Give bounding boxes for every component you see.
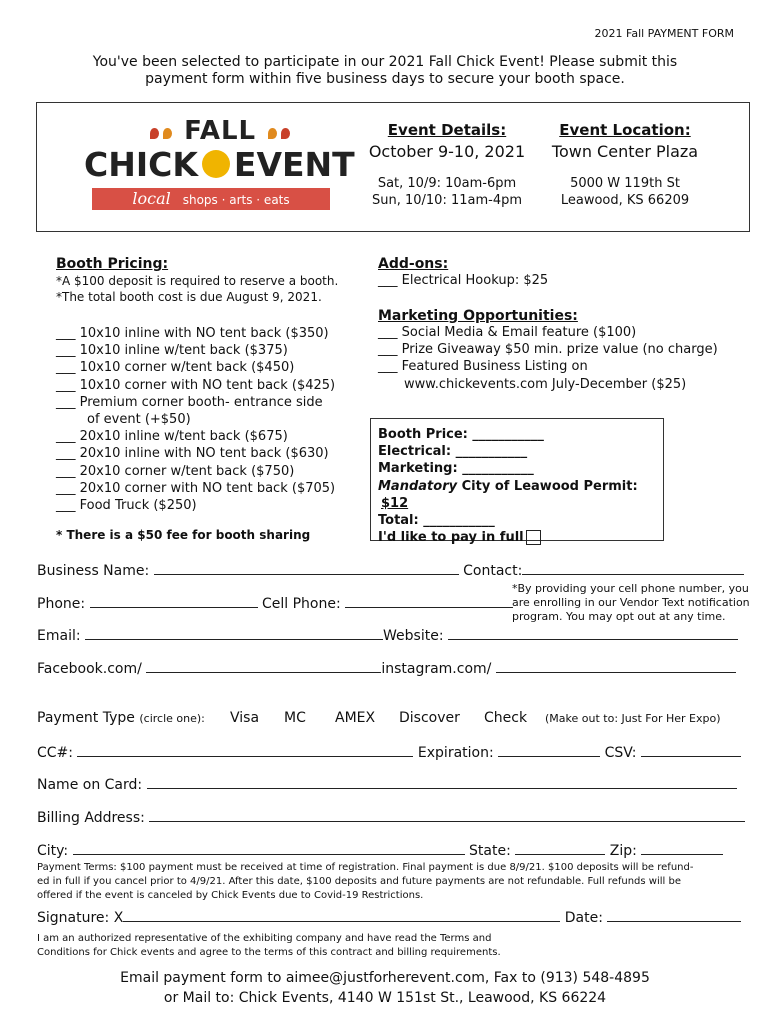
event-address-line: 5000 W 119th St	[570, 176, 680, 191]
business-name-row	[37, 561, 744, 579]
total-field[interactable]: Total: ___________	[378, 513, 495, 529]
event-sun-hours: Sun, 10/10: 11am-4pm	[371, 193, 523, 208]
phone-input[interactable]	[90, 594, 258, 608]
event-dates: October 9-10, 2021	[368, 142, 526, 161]
booth-option[interactable]: ___ Premium corner booth- entrance side	[56, 394, 323, 410]
booth-sharing-note: * There is a $50 fee for booth sharing	[56, 528, 311, 543]
date-label: Date:	[564, 910, 603, 926]
leaf-icon	[150, 128, 159, 139]
banner-local: local	[132, 189, 171, 208]
instagram-input[interactable]	[496, 659, 736, 673]
event-details	[362, 121, 532, 209]
pay-in-full-label: I'd like to pay in full	[378, 530, 524, 546]
billing-address-label: Billing Address:	[37, 810, 145, 826]
booth-option[interactable]: ___ 10x10 corner with NO tent back ($425)	[56, 377, 336, 393]
pricing-note: *The total booth cost is due August 9, 2021.	[56, 290, 322, 304]
authorization	[37, 932, 752, 960]
logo-event-text: EVENT	[233, 145, 355, 184]
zip-label: Zip:	[609, 843, 637, 859]
footer	[0, 968, 770, 1008]
authorization-line: I am an authorized representative of the exhibiting company and have read the Terms and	[37, 933, 492, 944]
banner-tagline: shops · arts · eats	[182, 193, 290, 207]
payment-type-row	[37, 710, 757, 726]
booth-option[interactable]: ___ 10x10 corner w/tent back ($450)	[56, 360, 295, 376]
booth-pricing-heading: Booth Pricing:	[56, 256, 169, 272]
facebook-input[interactable]	[146, 659, 381, 673]
marketing	[378, 308, 748, 393]
instagram-label: instagram.com/	[381, 661, 492, 677]
logo-fall-text: FALL	[184, 116, 257, 146]
booth-option[interactable]: ___ 10x10 inline with NO tent back ($350)	[56, 326, 329, 341]
expiration-input[interactable]	[498, 743, 600, 757]
name-on-card-input[interactable]	[147, 775, 737, 789]
pay-in-full-checkbox[interactable]	[526, 530, 541, 545]
marketing-option[interactable]: ___ Featured Business Listing on	[378, 359, 588, 375]
event-details-heading: Event Details:	[387, 121, 507, 139]
card-visa[interactable]: Visa	[230, 710, 260, 726]
signature-input[interactable]	[123, 908, 560, 922]
payment-type-label: Payment Type	[37, 710, 135, 726]
addon-electrical[interactable]: ___ Electrical Hookup: $25	[378, 273, 549, 288]
intro-text	[0, 54, 770, 88]
billing-address-input[interactable]	[149, 808, 745, 822]
card-discover[interactable]: Discover	[399, 710, 460, 726]
event-location-heading: Event Location:	[559, 121, 691, 139]
signature-row	[37, 908, 741, 926]
cell-note-line: program. You may opt out at any time.	[512, 610, 726, 623]
city-label: City:	[37, 843, 69, 859]
leaf-icon	[281, 128, 290, 139]
booth-option[interactable]: ___ 20x10 corner w/tent back ($750)	[56, 463, 295, 479]
logo-chick-text: CHICK	[84, 145, 198, 184]
event-venue: Town Center Plaza	[551, 142, 699, 161]
booth-option-continued: of event (+$50)	[87, 412, 191, 428]
booth-price-field[interactable]: Booth Price: ___________	[378, 427, 544, 442]
footer-line: Email payment form to aimee@justforherevent.com, Fax to (913) 548-4895	[120, 970, 650, 986]
marketing-option[interactable]: ___ Social Media & Email feature ($100)	[378, 325, 637, 340]
date-input[interactable]	[607, 908, 741, 922]
city-input[interactable]	[73, 841, 465, 855]
totals-box	[370, 418, 664, 546]
marketing-option-continued: www.chickevents.com July-December ($25)	[404, 376, 687, 392]
email-row	[37, 626, 738, 644]
contact-label: Contact:	[463, 563, 523, 579]
leaf-icon	[268, 128, 277, 139]
card-amex[interactable]: AMEX	[335, 710, 376, 726]
permit-field	[378, 478, 663, 512]
contact-input[interactable]	[522, 561, 744, 575]
website-input[interactable]	[448, 626, 738, 640]
email-label: Email:	[37, 628, 81, 644]
payment-terms	[37, 861, 752, 903]
cc-label: CC#:	[37, 745, 73, 761]
circle-one-note: (circle one):	[139, 712, 205, 725]
expiration-label: Expiration:	[417, 745, 494, 761]
event-sat-hours: Sat, 10/9: 10am-6pm	[377, 176, 517, 191]
cell-phone-label: Cell Phone:	[262, 596, 341, 612]
chick-icon	[202, 150, 230, 178]
intro-line: You've been selected to participate in our 2021 Fall Chick Event! Please submit this	[92, 54, 678, 70]
booth-option[interactable]: ___ 10x10 inline w/tent back ($375)	[56, 343, 288, 359]
logo-banner	[92, 188, 330, 210]
business-name-label: Business Name:	[37, 563, 150, 579]
email-input[interactable]	[85, 626, 383, 640]
booth-pricing	[56, 256, 356, 542]
facebook-label: Facebook.com/	[37, 661, 142, 677]
addons	[378, 256, 748, 289]
booth-option[interactable]: ___ 20x10 corner with NO tent back ($705)	[56, 480, 336, 496]
terms-line: Payment Terms: $100 payment must be received at time of registration. Final payment is due 8/9/21. $100 deposits will be refund-	[37, 862, 694, 873]
social-row	[37, 659, 736, 677]
logo-chick-event	[84, 145, 355, 184]
marketing-option[interactable]: ___ Prize Giveaway $50 min. prize value (no charge)	[378, 342, 718, 358]
phone-label: Phone:	[37, 596, 86, 612]
terms-line: ed in full if you cancel prior to 4/9/21. After this date, $100 deposits and future payments are not refundable. Full refunds will be	[37, 876, 681, 887]
authorization-line: Conditions for Chick events and agree to the terms of this contract and billing requirements.	[37, 947, 501, 958]
permit-label: City of Leawood Permit:	[461, 478, 638, 494]
signature-label: Signature: X	[37, 910, 124, 926]
phone-row	[37, 594, 513, 612]
logo-fall	[148, 116, 292, 146]
terms-line: offered if the event is canceled by Chick Events due to Covid-19 Restrictions.	[37, 890, 424, 901]
csv-input[interactable]	[641, 743, 741, 757]
marketing-heading: Marketing Opportunities:	[378, 308, 578, 324]
form-header: 2021 Fall PAYMENT FORM	[594, 27, 734, 40]
cell-note-line: are enrolling in our Vendor Text notification	[512, 596, 750, 609]
billing-address-row	[37, 808, 745, 826]
pay-in-full-row	[378, 529, 663, 546]
cc-input[interactable]	[77, 743, 413, 757]
booth-option[interactable]: ___ 20x10 inline with NO tent back ($630)	[56, 446, 329, 462]
business-name-input[interactable]	[154, 561, 459, 575]
pricing-note: *A $100 deposit is required to reserve a booth.	[56, 274, 339, 288]
leaf-icon	[163, 128, 172, 139]
make-out-note: (Make out to: Just For Her Expo)	[545, 712, 721, 725]
csv-label: CSV:	[604, 745, 637, 761]
cell-note	[512, 582, 752, 624]
booth-option[interactable]: ___ Food Truck ($250)	[56, 498, 197, 514]
cell-note-line: *By providing your cell phone number, you	[512, 582, 749, 595]
name-on-card-row	[37, 775, 737, 793]
zip-input[interactable]	[641, 841, 723, 855]
footer-line: or Mail to: Chick Events, 4140 W 151st St., Leawood, KS 66224	[163, 990, 607, 1006]
booth-option[interactable]: ___ 20x10 inline w/tent back ($675)	[56, 429, 288, 445]
permit-prefix: Mandatory	[378, 478, 458, 494]
cc-row	[37, 743, 741, 761]
event-location	[540, 121, 710, 209]
intro-line: payment form within five business days to secure your booth space.	[145, 71, 625, 87]
card-check[interactable]: Check	[484, 710, 528, 726]
card-mc[interactable]: MC	[284, 710, 306, 726]
name-on-card-label: Name on Card:	[37, 777, 143, 793]
cell-phone-input[interactable]	[345, 594, 513, 608]
event-address-line: Leawood, KS 66209	[560, 193, 690, 208]
electrical-field[interactable]: Electrical: ___________	[378, 444, 528, 460]
marketing-field[interactable]: Marketing: ___________	[378, 461, 534, 477]
city-row	[37, 841, 723, 859]
permit-value: $12	[381, 495, 409, 511]
website-label: Website:	[383, 628, 444, 644]
state-input[interactable]	[515, 841, 605, 855]
addons-heading: Add-ons:	[378, 256, 449, 272]
state-label: State:	[469, 843, 511, 859]
